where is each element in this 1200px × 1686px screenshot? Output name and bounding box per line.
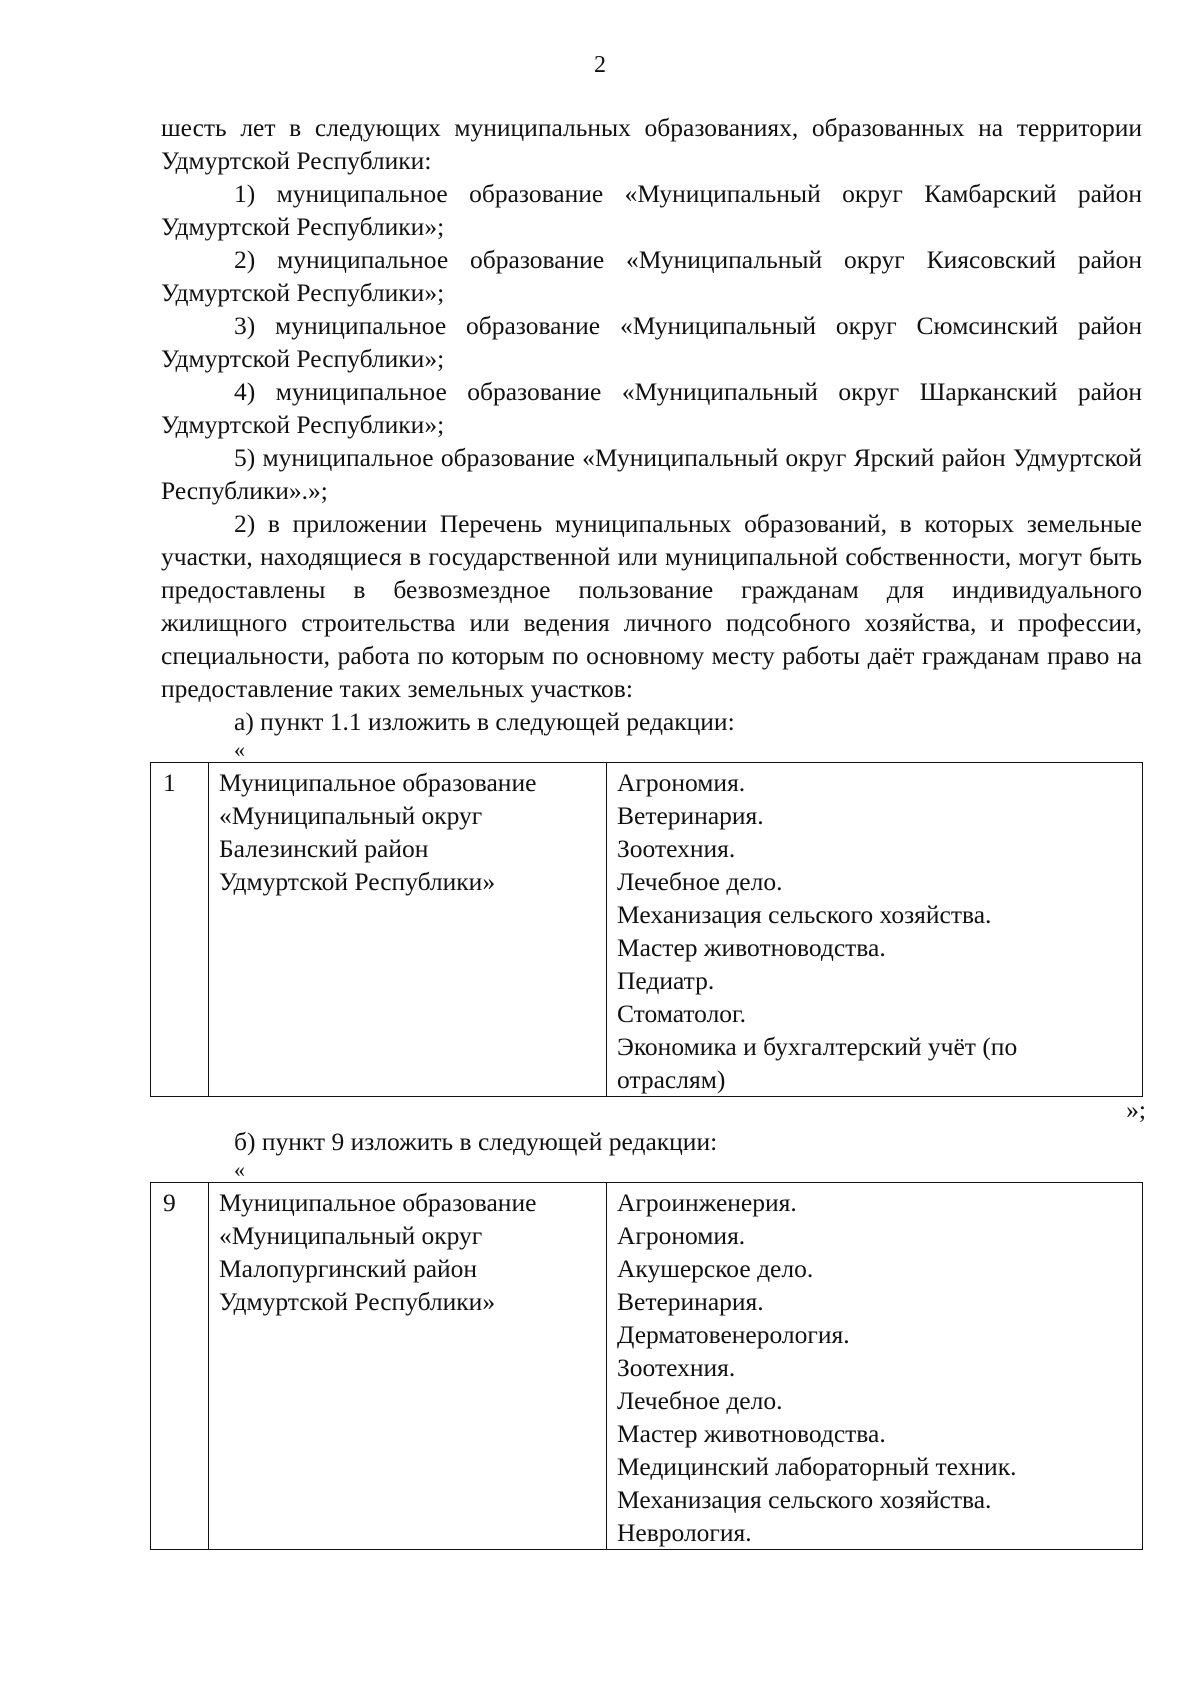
document-body <box>161 111 1146 1550</box>
profession-item: Агрономия. <box>617 768 746 797</box>
profession-item: Мастер животноводства. <box>617 933 886 962</box>
profession-item: Ветеринария. <box>617 801 764 830</box>
table-row <box>151 1183 1143 1550</box>
profession-item: Мастер животноводства. <box>617 1419 886 1448</box>
section-a-close-quote: »; <box>1126 1095 1146 1124</box>
profession-item: Зоотехния. <box>617 834 736 863</box>
municipality-cell <box>209 763 607 1097</box>
list-item-2: 2) муниципальное образование «Муниципальный округ Киясовский район Удмуртской Республики»; <box>161 245 1142 307</box>
paragraph-intro: шесть лет в следующих муниципальных образованиях, образованных на территории Удмуртской Республики: <box>161 113 1142 175</box>
profession-item: Ветеринария. <box>617 1287 764 1316</box>
professions-cell <box>607 763 1143 1097</box>
professions-cell <box>607 1183 1143 1550</box>
section-b-open-quote: « <box>234 1157 245 1182</box>
municipality-line: Муниципальное образование <box>219 768 537 797</box>
section-b-intro: б) пункт 9 изложить в следующей редакции: <box>234 1127 718 1156</box>
profession-item: Зоотехния. <box>617 1353 736 1382</box>
profession-item: Неврология. <box>617 1518 752 1547</box>
profession-item: Экономика и бухгалтерский учёт (по <box>617 1032 1018 1061</box>
section-a-intro: а) пункт 1.1 изложить в следующей редакции: <box>234 707 735 736</box>
municipality-line: «Муниципальный округ <box>219 801 483 830</box>
section-a-open-quote: « <box>234 737 245 762</box>
list-item-3: 3) муниципальное образование «Муниципальный округ Сюмсинский район Удмуртской Республики»; <box>161 311 1142 373</box>
list-item-1: 1) муниципальное образование «Муниципальный округ Камбарский район Удмуртской Республики»; <box>161 179 1142 241</box>
profession-item: Лечебное дело. <box>617 867 783 896</box>
table-section-a <box>150 762 1143 1097</box>
profession-item: Дерматовенерология. <box>617 1320 850 1349</box>
municipality-line: «Муниципальный округ <box>219 1221 483 1250</box>
municipality-line: Малопургинский район <box>219 1254 478 1283</box>
profession-item: Лечебное дело. <box>617 1386 783 1415</box>
municipality-line: Удмуртской Республики» <box>219 1287 496 1316</box>
profession-item: Педиатр. <box>617 966 715 995</box>
profession-item: Агроинженерия. <box>617 1188 797 1217</box>
row-number: 1 <box>151 763 209 1097</box>
table-section-b <box>150 1182 1143 1550</box>
list-item-4: 4) муниципальное образование «Муниципальный округ Шарканский район Удмуртской Республики»; <box>161 377 1142 439</box>
page-number: 2 <box>594 52 606 78</box>
municipality-line: Балезинский район <box>219 834 429 863</box>
table-row <box>151 763 1143 1097</box>
list-item-5: 5) муниципальное образование «Муниципальный округ Ярский район Удмуртской Республики».»; <box>161 443 1142 505</box>
paragraph-appendix: 2) в приложении Перечень муниципальных образований, в которых земельные участки, находящиеся в государственной или муниципальной собственности, могут быть предоставлены в безвозмездное пользование гражданам для индивидуального жилищного строительства или ведения личного подсобного хозяйства, и профессии, специальности, работа по которым по основному месту работы даёт гражданам право на предоставление таких земельных участков: <box>161 509 1142 703</box>
profession-item: Механизация сельского хозяйства. <box>617 1485 992 1514</box>
profession-item: Акушерское дело. <box>617 1254 814 1283</box>
profession-item: Стоматолог. <box>617 999 747 1028</box>
row-number: 9 <box>151 1183 209 1550</box>
municipality-line: Муниципальное образование <box>219 1188 537 1217</box>
profession-item: Механизация сельского хозяйства. <box>617 900 992 929</box>
profession-item: Медицинский лабораторный техник. <box>617 1452 1017 1481</box>
municipality-line: Удмуртской Республики» <box>219 867 496 896</box>
profession-item: Агрономия. <box>617 1221 746 1250</box>
profession-item: отраслям) <box>617 1065 726 1094</box>
municipality-cell <box>209 1183 607 1550</box>
